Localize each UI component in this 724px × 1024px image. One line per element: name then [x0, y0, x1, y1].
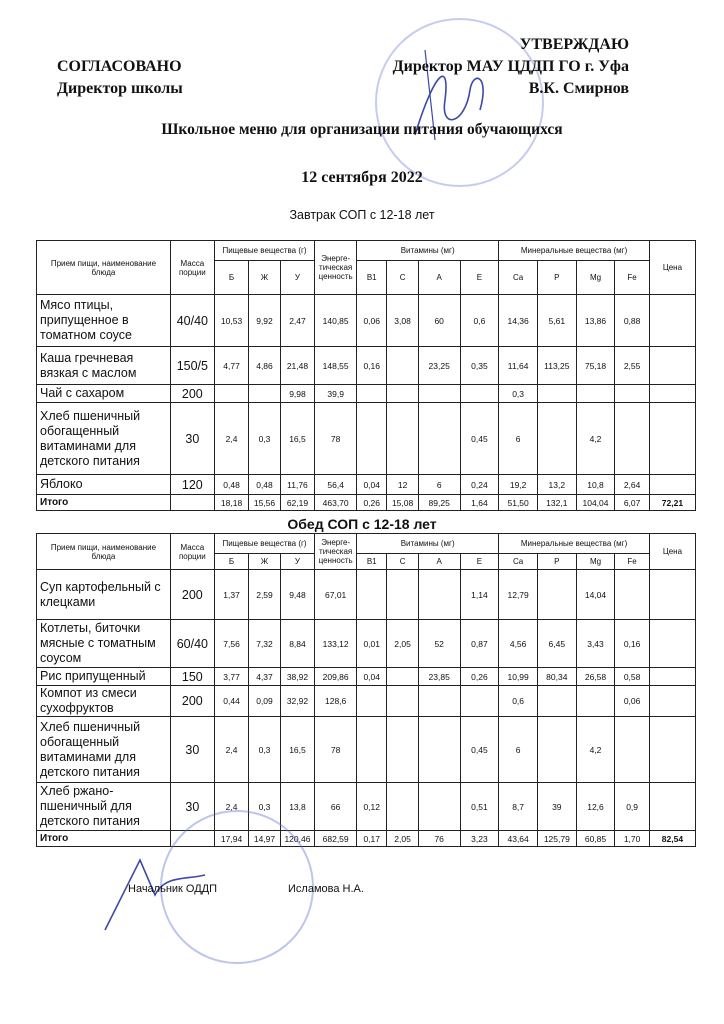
- total-value: 89,25: [418, 495, 460, 511]
- dish-name: Яблоко: [37, 475, 171, 495]
- portion-mass: 60/40: [170, 620, 214, 668]
- col-e: Е: [460, 554, 499, 570]
- value-cell: 39: [537, 783, 576, 831]
- value-cell: [387, 403, 418, 475]
- value-cell: [357, 686, 387, 717]
- value-cell: [249, 385, 280, 403]
- approval-block: [57, 56, 183, 100]
- table-row: [37, 403, 696, 475]
- value-cell: 32,92: [280, 686, 315, 717]
- col-c: С: [387, 261, 418, 295]
- value-cell: 12,6: [576, 783, 615, 831]
- value-cell: [387, 385, 418, 403]
- value-cell: 0,3: [249, 783, 280, 831]
- value-cell: 4,86: [249, 347, 280, 385]
- total-value: 15,56: [249, 495, 280, 511]
- value-cell: 3,08: [387, 295, 418, 347]
- price-cell: [649, 668, 695, 686]
- price-cell: [649, 783, 695, 831]
- value-cell: [418, 385, 460, 403]
- total-value: 15,08: [387, 495, 418, 511]
- value-cell: 23,25: [418, 347, 460, 385]
- value-cell: [460, 385, 499, 403]
- dish-name: Хлеб пшеничный обогащенный витаминами для детского питания: [37, 403, 171, 475]
- col-zh: Ж: [249, 554, 280, 570]
- value-cell: [214, 385, 249, 403]
- total-value: 18,18: [214, 495, 249, 511]
- total-value: 6,07: [615, 495, 650, 511]
- value-cell: 5,61: [537, 295, 576, 347]
- value-cell: 11,76: [280, 475, 315, 495]
- total-value: 463,70: [315, 495, 357, 511]
- value-cell: 0,44: [214, 686, 249, 717]
- director-name: В.К. Смирнов: [528, 80, 629, 97]
- value-cell: [537, 403, 576, 475]
- total-value: 14,97: [249, 831, 280, 847]
- value-cell: 0,87: [460, 620, 499, 668]
- price-cell: [649, 347, 695, 385]
- total-row: [37, 831, 696, 847]
- col-c: С: [387, 554, 418, 570]
- col-mass: Масса порции: [170, 534, 214, 570]
- table-row: [37, 620, 696, 668]
- value-cell: 38,92: [280, 668, 315, 686]
- portion-mass: 30: [170, 403, 214, 475]
- director-title: Директор МАУ ЦДДП ГО г. Уфа: [392, 58, 629, 75]
- col-minerals: Минеральные вещества (мг): [499, 241, 650, 261]
- total-value: 120,46: [280, 831, 315, 847]
- portion-mass: 200: [170, 570, 214, 620]
- school-director-label: Директор школы: [57, 80, 183, 97]
- value-cell: 16,5: [280, 403, 315, 475]
- chief-name: Исламова Н.А.: [288, 883, 364, 895]
- chief-signature: [95, 855, 218, 935]
- value-cell: [357, 717, 387, 783]
- value-cell: [418, 717, 460, 783]
- col-mg: Mg: [576, 261, 615, 295]
- portion-mass: 120: [170, 475, 214, 495]
- value-cell: [576, 686, 615, 717]
- value-cell: 19,2: [499, 475, 538, 495]
- table-row: [37, 668, 696, 686]
- value-cell: 0,06: [357, 295, 387, 347]
- value-cell: [537, 717, 576, 783]
- value-cell: 14,36: [499, 295, 538, 347]
- col-mg: Mg: [576, 554, 615, 570]
- value-cell: 2,47: [280, 295, 315, 347]
- value-cell: 12,79: [499, 570, 538, 620]
- dish-name: Хлеб пшеничный обогащенный витаминами для детского питания: [37, 717, 171, 783]
- value-cell: 39,9: [315, 385, 357, 403]
- lunch-table: [36, 533, 696, 847]
- portion-mass: 200: [170, 385, 214, 403]
- col-price: Цена: [649, 534, 695, 570]
- value-cell: 1,37: [214, 570, 249, 620]
- total-value: 3,23: [460, 831, 499, 847]
- value-cell: 0,48: [214, 475, 249, 495]
- value-cell: 0,45: [460, 403, 499, 475]
- total-price: 72,21: [649, 495, 695, 511]
- value-cell: [537, 686, 576, 717]
- table-row: [37, 717, 696, 783]
- value-cell: 0,3: [499, 385, 538, 403]
- value-cell: 8,84: [280, 620, 315, 668]
- value-cell: 10,53: [214, 295, 249, 347]
- agreed-label: СОГЛАСОВАНО: [57, 58, 182, 75]
- total-value: 1,70: [615, 831, 650, 847]
- col-nutrients: Пищевые вещества (г): [214, 241, 314, 261]
- value-cell: 2,4: [214, 783, 249, 831]
- value-cell: [418, 403, 460, 475]
- value-cell: 4,2: [576, 403, 615, 475]
- value-cell: 0,45: [460, 717, 499, 783]
- col-b: Б: [214, 261, 249, 295]
- value-cell: 0,16: [357, 347, 387, 385]
- col-u: У: [280, 554, 315, 570]
- value-cell: 128,6: [315, 686, 357, 717]
- value-cell: 60: [418, 295, 460, 347]
- value-cell: 0,16: [615, 620, 650, 668]
- total-price: 82,54: [649, 831, 695, 847]
- price-cell: [649, 295, 695, 347]
- value-cell: 1,14: [460, 570, 499, 620]
- value-cell: 11,64: [499, 347, 538, 385]
- dish-name: Суп картофельный с клецками: [37, 570, 171, 620]
- col-energy: Энерге-тическая ценность: [315, 534, 357, 570]
- value-cell: 0,24: [460, 475, 499, 495]
- value-cell: 4,2: [576, 717, 615, 783]
- value-cell: 67,01: [315, 570, 357, 620]
- value-cell: 10,8: [576, 475, 615, 495]
- menu-date: 12 сентября 2022: [301, 169, 423, 186]
- value-cell: 56,4: [315, 475, 357, 495]
- value-cell: [387, 783, 418, 831]
- col-a: А: [418, 261, 460, 295]
- table-row: [37, 475, 696, 495]
- value-cell: 4,56: [499, 620, 538, 668]
- table-row: [37, 295, 696, 347]
- col-b1: В1: [357, 261, 387, 295]
- value-cell: 6: [499, 403, 538, 475]
- value-cell: 0,3: [249, 717, 280, 783]
- total-value: 43,64: [499, 831, 538, 847]
- value-cell: 4,37: [249, 668, 280, 686]
- value-cell: 0,26: [460, 668, 499, 686]
- value-cell: 7,56: [214, 620, 249, 668]
- table-row: [37, 783, 696, 831]
- dish-name: Котлеты, биточки мясные с томатным соусом: [37, 620, 171, 668]
- total-value: 2,05: [387, 831, 418, 847]
- value-cell: 133,12: [315, 620, 357, 668]
- col-p: P: [537, 261, 576, 295]
- total-value: 62,19: [280, 495, 315, 511]
- breakfast-table: [36, 240, 696, 511]
- total-value: 60,85: [576, 831, 615, 847]
- value-cell: 13,8: [280, 783, 315, 831]
- lunch-title: Обед СОП с 12-18 лет: [287, 516, 437, 532]
- value-cell: 2,59: [249, 570, 280, 620]
- total-value: 682,59: [315, 831, 357, 847]
- breakfast-title: Завтрак СОП с 12-18 лет: [289, 208, 435, 222]
- col-vitamins: Витамины (мг): [357, 534, 499, 554]
- table-row: [37, 347, 696, 385]
- value-cell: 0,88: [615, 295, 650, 347]
- value-cell: 0,01: [357, 620, 387, 668]
- total-value: 0,26: [357, 495, 387, 511]
- value-cell: 2,4: [214, 717, 249, 783]
- value-cell: 9,92: [249, 295, 280, 347]
- total-value: 104,04: [576, 495, 615, 511]
- value-cell: 0,48: [249, 475, 280, 495]
- value-cell: 6: [499, 717, 538, 783]
- value-cell: 12: [387, 475, 418, 495]
- value-cell: 0,04: [357, 668, 387, 686]
- value-cell: 13,2: [537, 475, 576, 495]
- value-cell: 2,55: [615, 347, 650, 385]
- value-cell: 209,86: [315, 668, 357, 686]
- value-cell: 16,5: [280, 717, 315, 783]
- value-cell: 9,48: [280, 570, 315, 620]
- value-cell: 0,58: [615, 668, 650, 686]
- value-cell: [387, 668, 418, 686]
- col-p: P: [537, 554, 576, 570]
- col-e: Е: [460, 261, 499, 295]
- value-cell: [387, 717, 418, 783]
- col-b: Б: [214, 554, 249, 570]
- value-cell: 66: [315, 783, 357, 831]
- value-cell: [357, 385, 387, 403]
- value-cell: 113,25: [537, 347, 576, 385]
- price-cell: [649, 717, 695, 783]
- price-cell: [649, 403, 695, 475]
- value-cell: [460, 686, 499, 717]
- approve-label: УТВЕРЖДАЮ: [519, 36, 629, 53]
- value-cell: 75,18: [576, 347, 615, 385]
- table-row: [37, 686, 696, 717]
- col-a: А: [418, 554, 460, 570]
- value-cell: 140,85: [315, 295, 357, 347]
- value-cell: 4,77: [214, 347, 249, 385]
- value-cell: [615, 385, 650, 403]
- value-cell: 2,05: [387, 620, 418, 668]
- col-energy: Энерге-тическая ценность: [315, 241, 357, 295]
- total-value: 76: [418, 831, 460, 847]
- value-cell: 21,48: [280, 347, 315, 385]
- total-value: [170, 495, 214, 511]
- value-cell: [615, 403, 650, 475]
- dish-name: Каша гречневая вязкая с маслом: [37, 347, 171, 385]
- value-cell: 6: [418, 475, 460, 495]
- col-ca: Ca: [499, 554, 538, 570]
- value-cell: [418, 783, 460, 831]
- value-cell: 13,86: [576, 295, 615, 347]
- total-value: 125,79: [537, 831, 576, 847]
- col-dish: Прием пищи, наименование блюда: [37, 241, 171, 295]
- portion-mass: 40/40: [170, 295, 214, 347]
- value-cell: [357, 403, 387, 475]
- value-cell: 3,77: [214, 668, 249, 686]
- value-cell: 0,35: [460, 347, 499, 385]
- value-cell: 148,55: [315, 347, 357, 385]
- value-cell: 0,51: [460, 783, 499, 831]
- price-cell: [649, 570, 695, 620]
- value-cell: 26,58: [576, 668, 615, 686]
- value-cell: 6,45: [537, 620, 576, 668]
- value-cell: 0,09: [249, 686, 280, 717]
- value-cell: 0,04: [357, 475, 387, 495]
- total-value: 1,64: [460, 495, 499, 511]
- value-cell: 7,32: [249, 620, 280, 668]
- value-cell: [387, 686, 418, 717]
- total-label: Итого: [37, 495, 171, 511]
- col-price: Цена: [649, 241, 695, 295]
- col-zh: Ж: [249, 261, 280, 295]
- total-value: 17,94: [214, 831, 249, 847]
- col-minerals: Минеральные вещества (мг): [499, 534, 650, 554]
- value-cell: 23,85: [418, 668, 460, 686]
- col-b1: В1: [357, 554, 387, 570]
- dish-name: Рис припущенный: [37, 668, 171, 686]
- value-cell: [357, 570, 387, 620]
- portion-mass: 30: [170, 783, 214, 831]
- value-cell: [387, 347, 418, 385]
- value-cell: 52: [418, 620, 460, 668]
- col-fe: Fe: [615, 554, 650, 570]
- portion-mass: 30: [170, 717, 214, 783]
- value-cell: [418, 570, 460, 620]
- col-mass: Масса порции: [170, 241, 214, 295]
- total-value: 132,1: [537, 495, 576, 511]
- value-cell: 2,4: [214, 403, 249, 475]
- dish-name: Чай с сахаром: [37, 385, 171, 403]
- lunch-rows: [37, 570, 696, 847]
- value-cell: 14,04: [576, 570, 615, 620]
- col-nutrients: Пищевые вещества (г): [214, 534, 314, 554]
- portion-mass: 150/5: [170, 347, 214, 385]
- value-cell: [537, 570, 576, 620]
- chief-position: Начальник ОДДП: [128, 883, 218, 895]
- value-cell: [615, 570, 650, 620]
- portion-mass: 200: [170, 686, 214, 717]
- col-dish: Прием пищи, наименование блюда: [37, 534, 171, 570]
- value-cell: 0,9: [615, 783, 650, 831]
- value-cell: 78: [315, 403, 357, 475]
- col-fe: Fe: [615, 261, 650, 295]
- value-cell: 78: [315, 717, 357, 783]
- price-cell: [649, 686, 695, 717]
- value-cell: 2,64: [615, 475, 650, 495]
- total-row: [37, 495, 696, 511]
- value-cell: 0,3: [249, 403, 280, 475]
- value-cell: 10,99: [499, 668, 538, 686]
- total-value: 51,50: [499, 495, 538, 511]
- value-cell: 8,7: [499, 783, 538, 831]
- value-cell: 0,6: [499, 686, 538, 717]
- document-title: Школьное меню для организации питания обучающихся: [161, 121, 563, 138]
- table-row: [37, 385, 696, 403]
- col-ca: Ca: [499, 261, 538, 295]
- dish-name: Мясо птицы, припущенное в томатном соусе: [37, 295, 171, 347]
- value-cell: [418, 686, 460, 717]
- portion-mass: 150: [170, 668, 214, 686]
- total-value: 0,17: [357, 831, 387, 847]
- breakfast-rows: [37, 295, 696, 511]
- value-cell: [537, 385, 576, 403]
- value-cell: 0,12: [357, 783, 387, 831]
- value-cell: [576, 385, 615, 403]
- price-cell: [649, 475, 695, 495]
- dish-name: Хлеб ржано-пшеничный для детского питания: [37, 783, 171, 831]
- value-cell: 3,43: [576, 620, 615, 668]
- price-cell: [649, 385, 695, 403]
- col-vitamins: Витамины (мг): [357, 241, 499, 261]
- dish-name: Компот из смеси сухофруктов: [37, 686, 171, 717]
- approved-block: [393, 34, 629, 100]
- value-cell: 0,06: [615, 686, 650, 717]
- col-u: У: [280, 261, 315, 295]
- price-cell: [649, 620, 695, 668]
- value-cell: 9,98: [280, 385, 315, 403]
- table-row: [37, 570, 696, 620]
- value-cell: [387, 570, 418, 620]
- total-label: Итого: [37, 831, 171, 847]
- value-cell: 80,34: [537, 668, 576, 686]
- value-cell: 0,6: [460, 295, 499, 347]
- value-cell: [615, 717, 650, 783]
